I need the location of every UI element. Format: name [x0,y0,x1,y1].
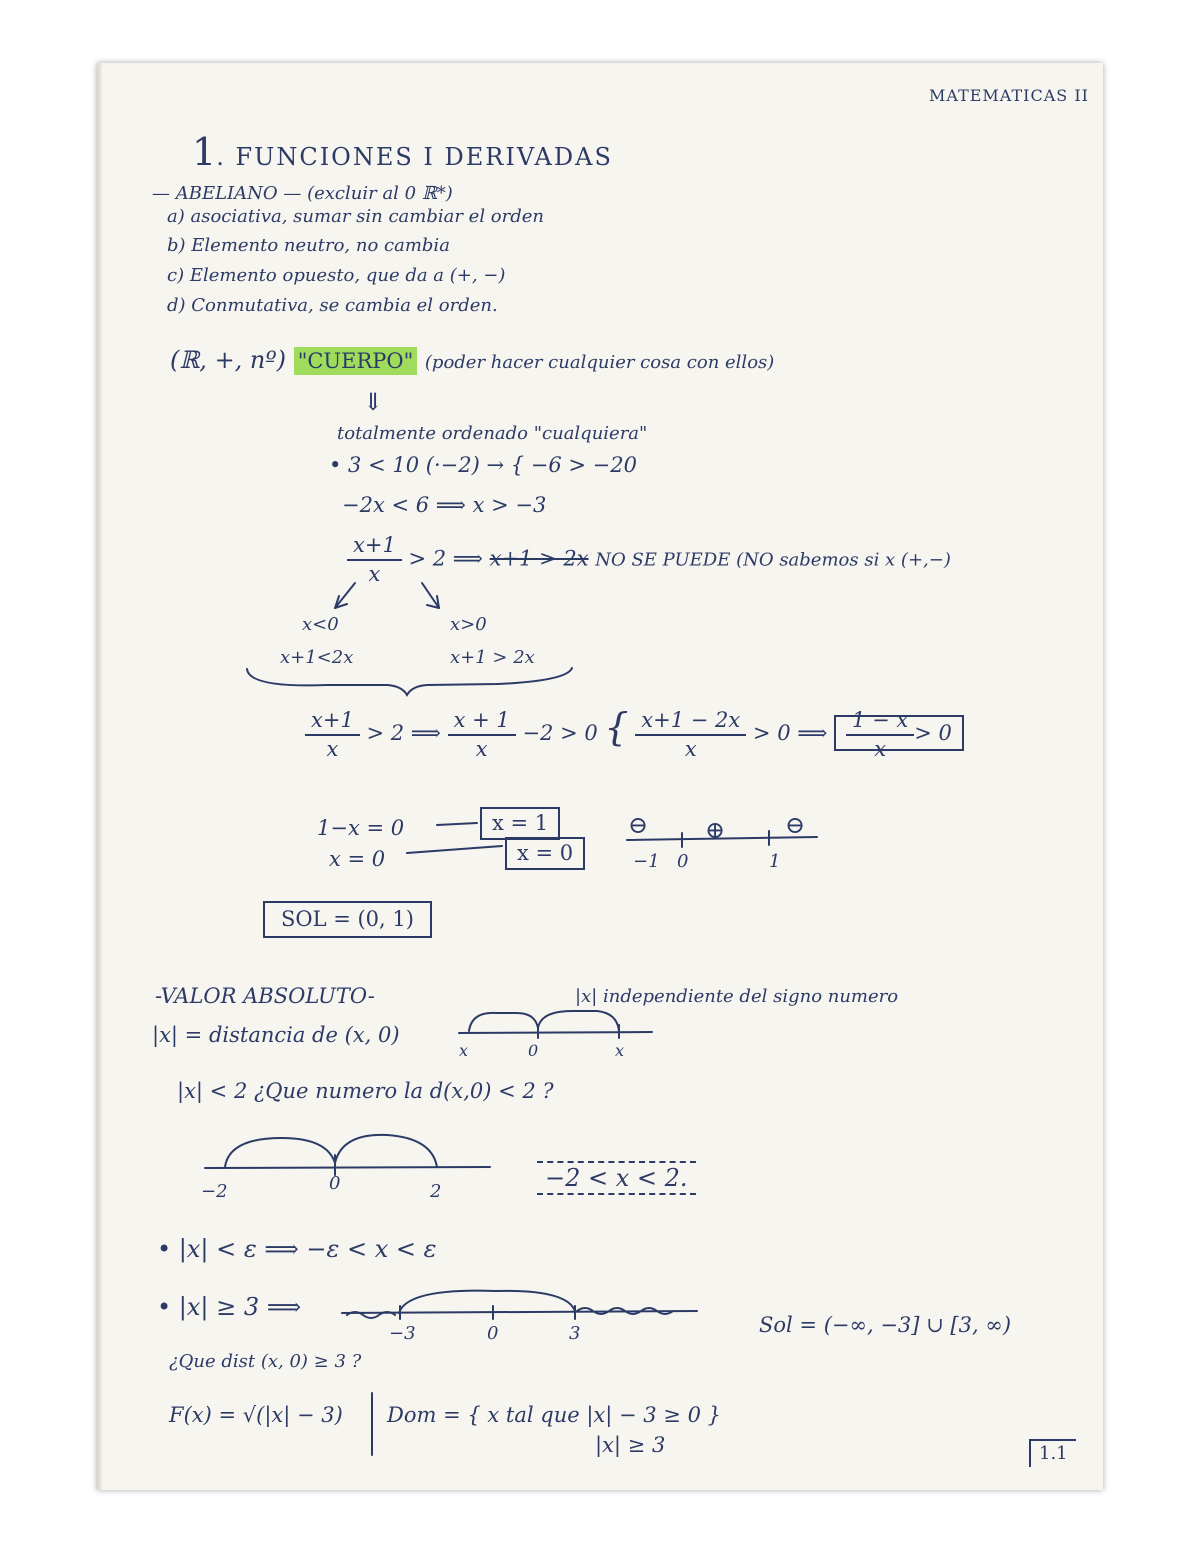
case-negative-inequality: x+1<2x [280,647,354,668]
fraction-denominator: x [368,562,381,586]
cuerpo-highlight: "CUERPO" [294,347,418,375]
absolute-question: |x| < 2 ¿Que numero la d(x,0) < 2 ? [177,1079,554,1103]
line1-label-right: x [615,1041,625,1060]
brace-icon: { [604,705,629,749]
sign-chart-mark-1: −1 [633,851,660,872]
distance-arc [538,1011,619,1031]
root-solution-1: x = 1 [480,807,560,840]
abeliano-item-b: b) Elemento neutro, no cambia [167,235,450,256]
line2-label-left: −2 [201,1181,228,1202]
ordered-note: totalmente ordenado "cualquiera" [337,423,648,444]
root-equation-2: x = 0 [329,847,386,871]
fraction-numerator: x+1 [305,710,360,736]
distance-arc [335,1135,437,1167]
abeliano-item-c: c) Elemento opuesto, que da a (+, −) [167,265,506,286]
sign-negative-icon: ⊖ [628,811,649,839]
sign-positive-icon: ⊕ [705,816,726,844]
abeliano-heading: — ABELIANO — (excluir al 0 ℝ*) [152,183,453,204]
line3-label-left: −3 [389,1323,416,1344]
cases-brace [247,668,572,695]
sign-negative-icon: ⊖ [785,811,806,839]
domain-condition: |x| ≥ 3 [595,1433,666,1457]
line1-label-zero: 0 [528,1041,539,1060]
absolute-definition: |x| = distancia de (x, 0) [152,1023,400,1047]
chapter-number: 1 [192,130,217,174]
fraction-denominator: x [874,736,887,761]
number-line-2 [205,1167,490,1168]
cannot-note: NO SE PUEDE (NO sabemos si x (+,−) [595,549,951,571]
line1-label-left: x [459,1041,469,1060]
fraction-numerator: x + 1 [448,710,516,736]
sign-chart-line [627,837,817,840]
number-line-3 [342,1311,697,1313]
fraction-numerator: x+1 [347,535,402,561]
root-equation-1: 1−x = 0 [317,816,405,840]
struck-step: x+1 > 2x [489,546,589,571]
distance-question: ¿Que dist (x, 0) ≥ 3 ? [169,1351,362,1372]
fraction-numerator: x+1 − 2x [635,710,746,736]
shaded-region-right [577,1308,673,1314]
root-arrow-1 [437,823,477,825]
epsilon-rule: • |x| < ε ⟹ −ε < x < ε [157,1235,437,1263]
implies-sign: > 2 ⟹ [366,721,441,745]
union-solution: Sol = (−∞, −3] ∪ [3, ∞) [759,1313,1012,1337]
real-set: (ℝ, +, nº) [170,346,287,374]
line3-label-right: 3 [569,1323,581,1344]
minus-two-term: −2 > 0 [522,721,598,745]
line2-label-right: 2 [430,1181,442,1202]
sign-chart-mark-2: 0 [677,851,689,872]
number-line-1 [459,1032,652,1033]
page-number: 1.1 [1029,1439,1076,1467]
domain-definition: Dom = { x tal que |x| − 3 ≥ 0 } [387,1403,721,1427]
implies-sign: > 0 ⟹ [752,721,828,745]
line3-label-zero: 0 [487,1323,499,1344]
distance-arc [225,1138,335,1167]
notebook-page [97,63,1103,1490]
root-solution-2: x = 0 [505,837,585,870]
fraction-denominator: x [475,736,488,761]
case-negative-condition: x<0 [302,614,339,635]
solution-box: SOL = (0, 1) [263,901,432,938]
fraction-denominator: x [326,736,339,761]
subject-header: MATEMATICAS II [929,86,1089,105]
chapter-title: . FUNCIONES I DERIVADAS [216,143,613,171]
inequality-implies: > 2 ⟹ [408,546,483,571]
abeliano-item-a: a) asociativa, sumar sin cambiar el orden [167,206,545,227]
case-positive-inequality: x+1 > 2x [450,647,535,668]
function-definition: F(x) = √(|x| − 3) [169,1403,343,1427]
root-arrow-2 [407,846,502,853]
absolute-heading: -VALOR ABSOLUTO- [155,984,375,1008]
geq-rule: • |x| ≥ 3 ⟹ [157,1293,302,1321]
fraction-numerator: 1 − x [846,710,914,736]
absolute-independent-note: |x| independiente del signo numero [575,986,899,1007]
example-divide: −2x < 6 ⟹ x > −3 [342,493,547,517]
line2-label-zero: 0 [329,1173,341,1194]
fraction-denominator: x [684,736,697,761]
absolute-result: −2 < x < 2. [537,1161,696,1195]
cuerpo-note: (poder hacer cualquier cosa con ellos) [424,352,775,373]
example-multiply: • 3 < 10 (·−2) → { −6 > −20 [329,453,637,477]
sign-chart-mark-3: 1 [769,851,781,872]
sketch-layer [97,63,1103,1490]
down-arrow-icon: ⇓ [363,388,384,416]
abeliano-item-d: d) Conmutativa, se cambia el orden. [167,295,498,316]
distance-arc [399,1291,575,1313]
result-tail: > 0 [914,721,952,745]
distance-arc [469,1013,538,1031]
case-positive-condition: x>0 [450,614,487,635]
